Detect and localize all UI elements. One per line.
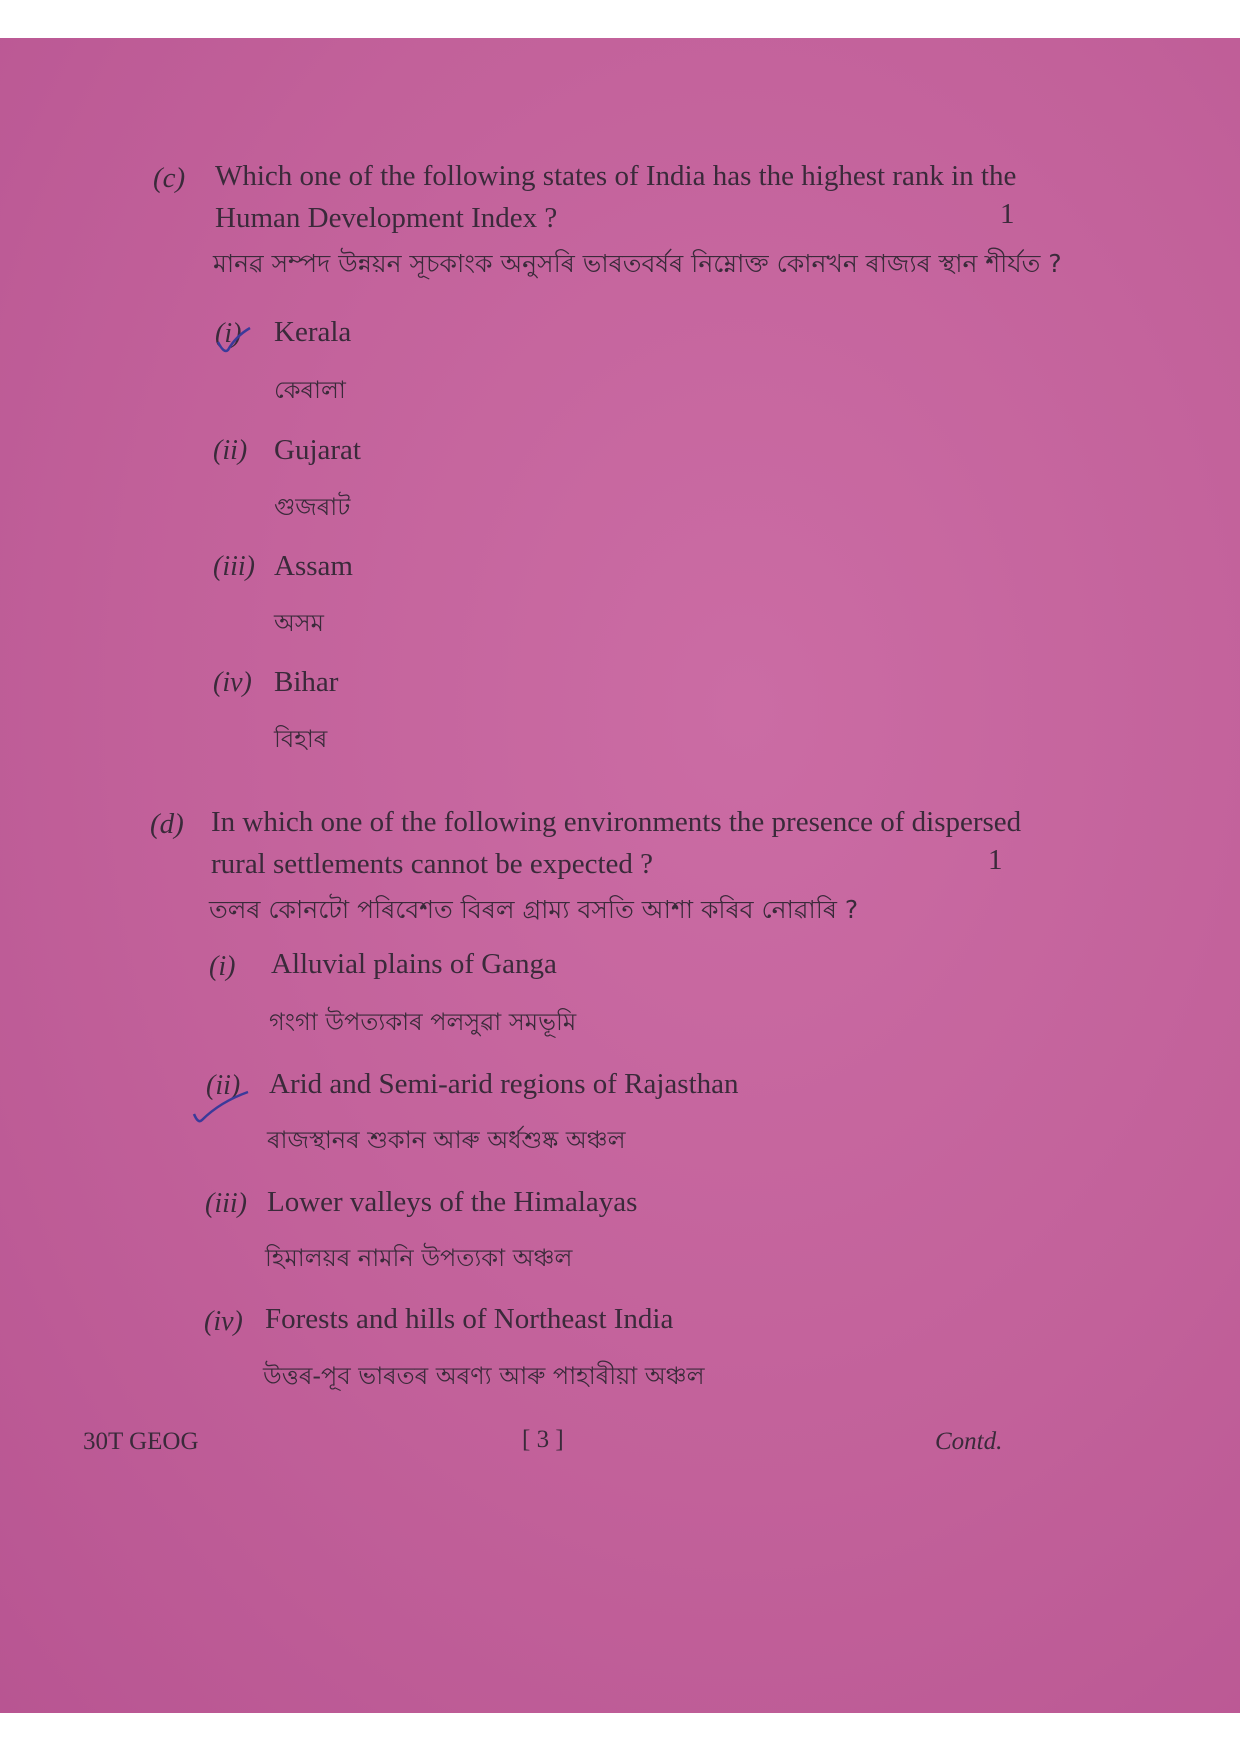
question-d-marks: 1 bbox=[988, 844, 1003, 876]
option-c-iii-label-assamese: অসম bbox=[274, 609, 324, 637]
option-d-iii-label: Lower valleys of the Himalayas bbox=[267, 1186, 638, 1218]
option-d-iv-number: (iv) bbox=[204, 1306, 243, 1337]
option-c-iii-label: Assam bbox=[274, 550, 353, 582]
option-c-ii-label-assamese: গুজৰাট bbox=[274, 493, 351, 521]
option-d-ii-number: (ii) bbox=[206, 1070, 241, 1101]
option-c-iv-number: (iv) bbox=[213, 667, 252, 698]
question-c-marks: 1 bbox=[1000, 198, 1015, 230]
option-c-ii-label: Gujarat bbox=[274, 434, 361, 466]
option-c-iv-label-assamese: বিহাৰ bbox=[274, 725, 328, 753]
option-d-iii-number: (iii) bbox=[205, 1188, 247, 1219]
option-d-i-number: (i) bbox=[209, 951, 236, 982]
question-paper-page bbox=[0, 38, 1240, 1713]
check-mark-icon bbox=[190, 1088, 252, 1128]
footer-continued: Contd. bbox=[935, 1428, 1003, 1455]
question-d-text-line2: rural settlements cannot be expected ? bbox=[211, 848, 654, 880]
check-mark-icon bbox=[214, 320, 254, 356]
option-c-i-label-assamese: কেৰালা bbox=[274, 376, 346, 404]
question-c-label: (c) bbox=[153, 162, 186, 194]
question-d-label: (d) bbox=[150, 808, 184, 840]
option-d-ii-label: Arid and Semi-arid regions of Rajasthan bbox=[269, 1068, 739, 1100]
option-d-iv-label-assamese: উত্তৰ-পূব ভাৰতৰ অৰণ্য আৰু পাহাৰীয়া অঞ্চল bbox=[263, 1362, 705, 1390]
option-d-i-label-assamese: গংগা উপত্যকাৰ পলসুৱা সমভূমি bbox=[269, 1008, 577, 1036]
option-d-ii-label-assamese: ৰাজস্থানৰ শুকান আৰু অৰ্ধশুষ্ক অঞ্চল bbox=[267, 1126, 626, 1154]
option-d-i-label: Alluvial plains of Ganga bbox=[271, 948, 557, 980]
option-c-iv-label: Bihar bbox=[274, 666, 339, 698]
question-d-text-assamese: তলৰ কোনটো পৰিবেশত বিৰল গ্ৰাম্য বসতি আশা কৰিব নোৱাৰি ? bbox=[209, 895, 859, 924]
footer-page-number: [ 3 ] bbox=[522, 1426, 564, 1453]
option-d-iii-label-assamese: হিমালয়ৰ নামনি উপত্যকা অঞ্চল bbox=[265, 1244, 573, 1272]
question-c-text-line1: Which one of the following states of India has the highest rank in the bbox=[215, 160, 1017, 192]
option-c-i-label: Kerala bbox=[274, 316, 352, 348]
footer-paper-code: 30T GEOG bbox=[83, 1428, 199, 1455]
question-d-text-line1: In which one of the following environments the presence of dispersed bbox=[211, 806, 1022, 838]
option-d-iv-label: Forests and hills of Northeast India bbox=[265, 1303, 674, 1335]
option-c-i-number: (i) bbox=[215, 318, 242, 349]
question-c-text-line2: Human Development Index ? bbox=[215, 202, 558, 234]
question-c-text-assamese: মানৱ সম্পদ উন্নয়ন সূচকাংক অনুসৰি ভাৰতবৰ্ষৰ নিম্নোক্ত কোনখন ৰাজ্যৰ স্থান শীৰ্যত ? bbox=[213, 249, 1062, 278]
option-c-iii-number: (iii) bbox=[213, 551, 255, 582]
option-c-ii-number: (ii) bbox=[213, 435, 248, 466]
